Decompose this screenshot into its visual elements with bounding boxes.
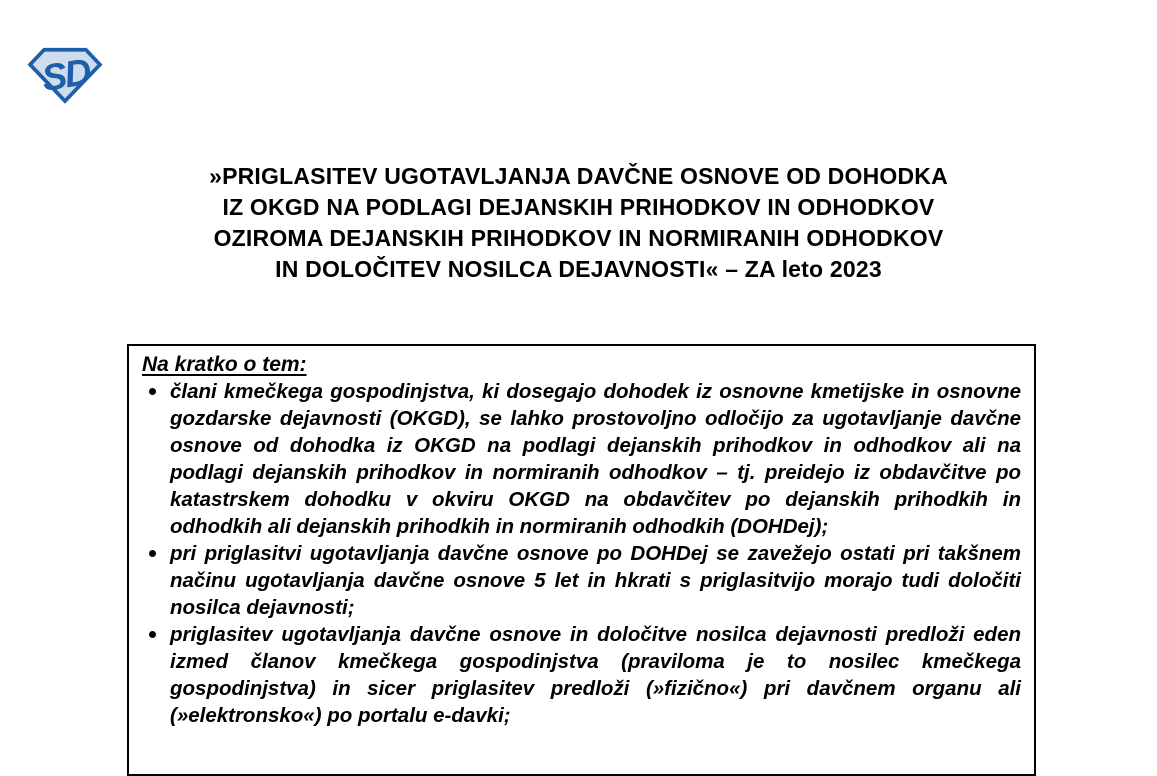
summary-box: [127, 344, 1036, 776]
title-line-3: OZIROMA DEJANSKIH PRIHODKOV IN NORMIRANIH ODHODKOV: [213, 225, 944, 251]
title-line-1: »PRIGLASITEV UGOTAVLJANJA DAVČNE OSNOVE OD DOHODKA: [209, 163, 948, 189]
summary-box-heading: Na kratko o tem:: [142, 353, 307, 376]
title-line-2: IZ OKGD NA PODLAGI DEJANSKIH PRIHODKOV IN ODHODKOV: [222, 194, 935, 220]
sd-shield-icon: [27, 46, 103, 104]
summary-bullet-list: [142, 378, 1021, 729]
list-item: člani kmečkega gospodinjstva, ki dosegajo dohodek iz osnovne kmetijske in osnovne gozdarske dejavnosti (OKGD), se lahko prostovoljno odločijo za ugotavljanje davčne osnove od dohodka iz OKGD na podlagi dejanskih prihodkov in odhodkov ali na podlagi dejanskih prihodkov in normiranih odhodkov – tj. preidejo iz obdavčitve po katastrskem dohodku v okviru OKGD na obdavčitev po dejanskih prihodkih in odhodkih ali dejanskih prihodkih in normiranih odhodkih (DOHDej);: [142, 378, 1021, 540]
company-logo-icon: [27, 46, 103, 104]
list-item: pri priglasitvi ugotavljanja davčne osnove po DOHDej se zavežejo ostati pri takšnem načinu ugotavljanja davčne osnove 5 let in hkrati s priglasitvijo morajo tudi določiti nosilca dejavnosti;: [142, 540, 1021, 621]
logo-letters: SD: [38, 50, 93, 99]
document-title: [70, 161, 1087, 285]
title-line-4: IN DOLOČITEV NOSILCA DEJAVNOSTI« – ZA leto 2023: [275, 256, 882, 282]
list-item: priglasitev ugotavljanja davčne osnove in določitve nosilca dejavnosti predloži eden izmed članov kmečkega gospodinjstva (praviloma je to nosilec kmečkega gospodinjstva) in sicer priglasitev predloži (»fizično«) pri davčnem organu ali (»elektronsko«) po portalu e-davki;: [142, 621, 1021, 729]
